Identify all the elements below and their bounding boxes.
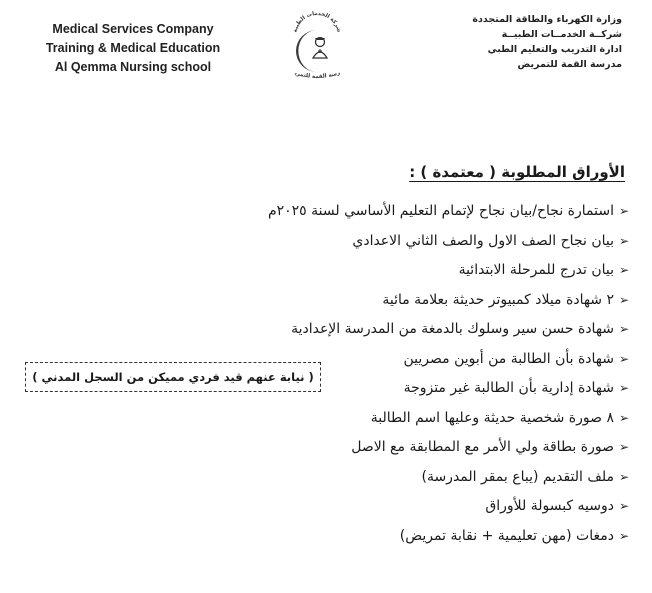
list-item	[70, 433, 630, 463]
header-arabic-line: ادارة التدريب والتعليم الطبي	[487, 44, 622, 55]
arrow-check-bullet-icon: ➢	[618, 263, 630, 277]
arrow-check-bullet-icon: ➢	[618, 381, 630, 395]
list-item	[70, 492, 630, 522]
requirement-text: صورة بطاقة ولي الأمر مع المطابقة مع الاصل	[351, 439, 614, 455]
list-item	[70, 256, 630, 286]
logo-bottom-text: رسة القمة للتمري	[294, 70, 341, 81]
list-item	[70, 522, 630, 552]
arrow-check-bullet-icon: ➢	[618, 440, 630, 454]
header-arabic	[422, 12, 622, 72]
requirement-text: شهادة بأن الطالبة من أبوين مصريين	[403, 350, 614, 367]
header-english-line: Training & Medical Education	[45, 41, 221, 55]
requirement-text: ٢ شهادة ميلاد كمبيوتر حديثة بعلامة مائية	[382, 291, 614, 308]
list-item	[70, 463, 630, 493]
civil-registry-note	[25, 362, 321, 392]
arrow-check-bullet-icon: ➢	[618, 528, 630, 543]
arrow-check-bullet-icon: ➢	[618, 410, 630, 425]
requirement-text: استمارة نجاح/بيان نجاح لإتمام التعليم الأساسي لسنة ٢٠٢٥م	[267, 203, 614, 219]
list-item	[70, 286, 630, 316]
arrow-check-bullet-icon: ➢	[618, 499, 630, 513]
arrow-check-bullet-icon: ➢	[618, 204, 630, 218]
school-logo	[286, 8, 348, 84]
header-arabic-line: وزارة الكهرباء والطاقة المتجددة	[472, 14, 622, 25]
header-english	[38, 20, 228, 77]
list-item	[70, 315, 630, 345]
requirement-text: ٨ صورة شخصية حديثة وعليها اسم الطالبة	[370, 409, 614, 426]
arrow-check-bullet-icon: ➢	[618, 351, 630, 366]
requirement-text: شهادة حسن سير وسلوك بالدمغة من المدرسة الإعدادية	[291, 321, 614, 337]
list-item	[70, 197, 630, 227]
arrow-check-bullet-icon: ➢	[618, 322, 630, 336]
section-title: الأوراق المطلوبة ( معتمدة ) :	[409, 163, 625, 181]
requirement-text: شهادة إدارية بأن الطالبة غير متزوجة	[403, 380, 614, 396]
header-arabic-line: شركــة الخدمــات الطبيــة	[501, 29, 622, 40]
header-english-line: Al Qemma Nursing school	[54, 60, 212, 74]
arrow-check-bullet-icon: ➢	[618, 233, 630, 248]
header-english-line: Medical Services Company	[52, 22, 214, 36]
requirement-text: ملف التقديم (يباع بمقر المدرسة)	[421, 468, 614, 485]
note-text: ( نيابة عنهم قيد فردي مميكن من السجل المدني )	[32, 370, 314, 384]
list-item	[70, 404, 630, 434]
arrow-check-bullet-icon: ➢	[618, 292, 630, 307]
list-item	[70, 227, 630, 257]
arrow-check-bullet-icon: ➢	[618, 469, 630, 484]
requirement-text: بيان تدرج للمرحلة الابتدائية	[458, 262, 614, 278]
requirement-text: دمغات (مهن تعليمية + نقابة تمريض)	[399, 527, 614, 544]
requirement-text: دوسيه كبسولة للأوراق	[485, 498, 614, 514]
logo-top-text: شركة الخدمات الطبية	[292, 10, 342, 34]
crescent-nurse-logo-icon	[286, 8, 348, 84]
header-arabic-line: مدرسة القمة للتمريض	[517, 59, 622, 70]
requirement-text: بيان نجاح الصف الاول والصف الثاني الاعدادي	[352, 232, 614, 249]
